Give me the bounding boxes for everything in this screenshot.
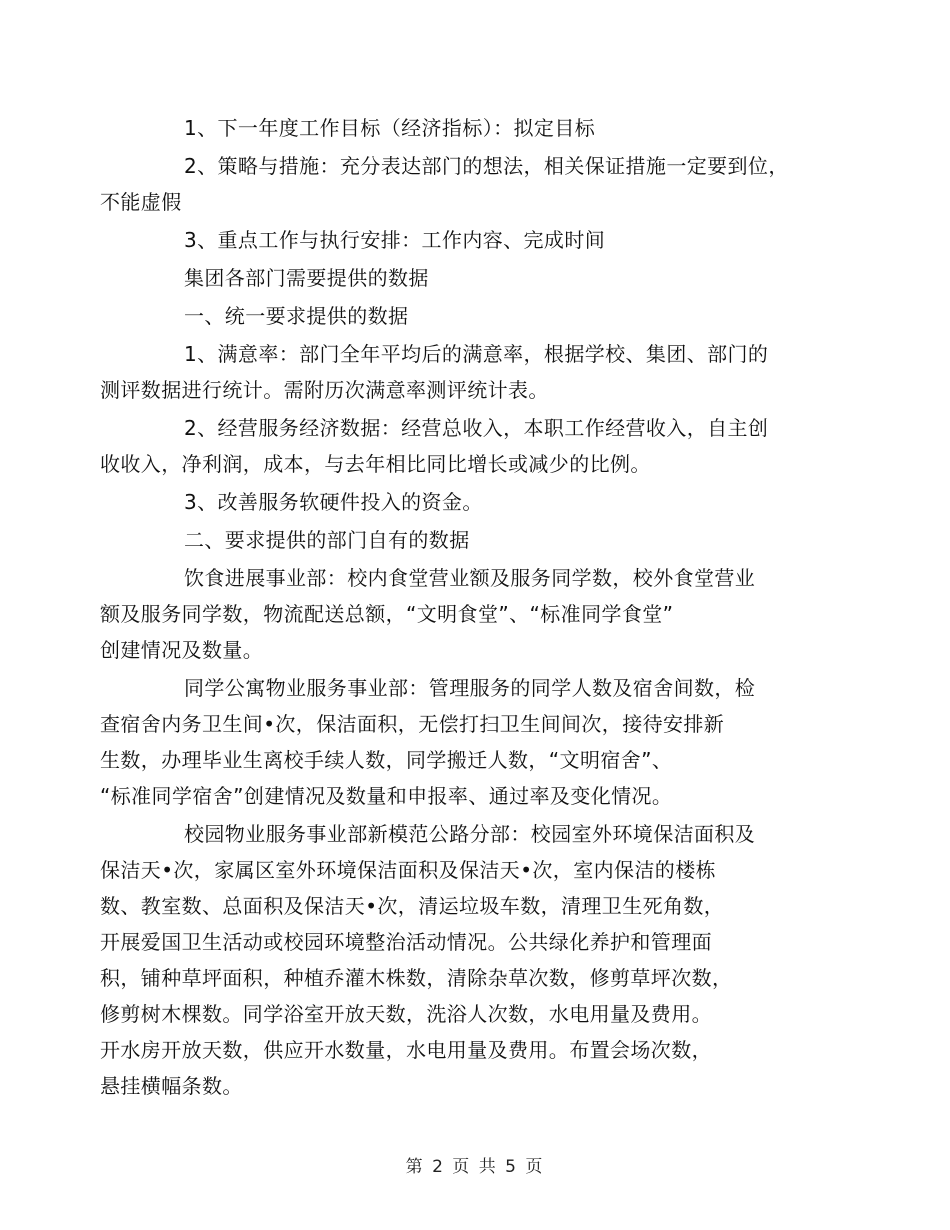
paragraph-line: 生数，办理毕业生离校手续人数，同学搬迁人数，“文明宿舍”、 — [100, 748, 673, 772]
paragraph-line: 集团各部门需要提供的数据 — [184, 266, 429, 290]
paragraph-line: 积，铺种草坪面积，种植乔灌木株数，清除杂草次数，修剪草坪次数， — [100, 966, 733, 990]
paragraph-line: 保洁天•次，家属区室外环境保洁面积及保洁天•次，室内保洁的楼栋 — [100, 858, 716, 882]
document-body — [100, 110, 822, 1106]
paragraph — [142, 522, 822, 558]
paragraph — [100, 560, 822, 668]
paragraph — [142, 110, 822, 146]
paragraph-line: 二、要求提供的部门自有的数据 — [184, 528, 470, 552]
paragraph-line: 1、满意率：部门全年平均后的满意率，根据学校、集团、部门的 — [184, 342, 769, 366]
paragraph-line: 不能虚假 — [100, 190, 182, 214]
paragraph-line: 饮食进展事业部：校内食堂营业额及服务同学数，校外食堂营业 — [184, 566, 756, 590]
paragraph — [100, 670, 822, 814]
paragraph-line: “标准同学宿舍”创建情况及数量和申报率、通过率及变化情况。 — [100, 784, 673, 808]
paragraph-line: 2、经营服务经济数据：经营总收入，本职工作经营收入，自主创 — [184, 416, 769, 440]
paragraph-line: 创建情况及数量。 — [100, 638, 264, 662]
paragraph-line: 同学公寓物业服务事业部：管理服务的同学人数及宿舍间数，检 — [184, 676, 756, 700]
paragraph-line: 悬挂横幅条数。 — [100, 1074, 243, 1098]
paragraph-line: 开水房开放天数，供应开水数量，水电用量及费用。布置会场次数， — [100, 1038, 712, 1062]
paragraph-line: 测评数据进行统计。需附历次满意率测评统计表。 — [100, 378, 549, 402]
paragraph-line: 1、下一年度工作目标（经济指标）：拟定目标 — [184, 116, 596, 140]
paragraph — [100, 410, 822, 482]
paragraph-line: 3、改善服务软硬件投入的资金。 — [184, 490, 483, 514]
paragraph — [142, 222, 822, 258]
paragraph-line: 修剪树木棵数。同学浴室开放天数，洗浴人次数，水电用量及费用。 — [100, 1002, 712, 1026]
paragraph — [142, 260, 822, 296]
paragraph-line: 一、统一要求提供的数据 — [184, 304, 409, 328]
paragraph-line: 收收入，净利润，成本，与去年相比同比增长或减少的比例。 — [100, 452, 651, 476]
paragraph — [142, 298, 822, 334]
paragraph-line: 开展爱国卫生活动或校园环境整治活动情况。公共绿化养护和管理面 — [100, 930, 712, 954]
paragraph-line: 3、重点工作与执行安排：工作内容、完成时间 — [184, 228, 606, 252]
page-footer: 第 2 页 共 5 页 — [405, 1157, 545, 1177]
paragraph — [100, 148, 822, 220]
paragraph-line: 校园物业服务事业部新模范公路分部：校园室外环境保洁面积及 — [184, 822, 756, 846]
paragraph — [100, 816, 822, 1104]
paragraph-line: 数、教室数、总面积及保洁天•次，清运垃圾车数，清理卫生死角数， — [100, 894, 725, 918]
paragraph — [142, 484, 822, 520]
paragraph-line: 2、策略与措施：充分表达部门的想法，相关保证措施一定要到位， — [184, 154, 789, 178]
paragraph-line: 额及服务同学数，物流配送总额，“文明食堂”、“标准同学食堂” — [100, 602, 674, 626]
paragraph-line: 查宿舍内务卫生间•次，保洁面积，无偿打扫卫生间间次，接待安排新 — [100, 712, 725, 736]
paragraph — [100, 336, 822, 408]
